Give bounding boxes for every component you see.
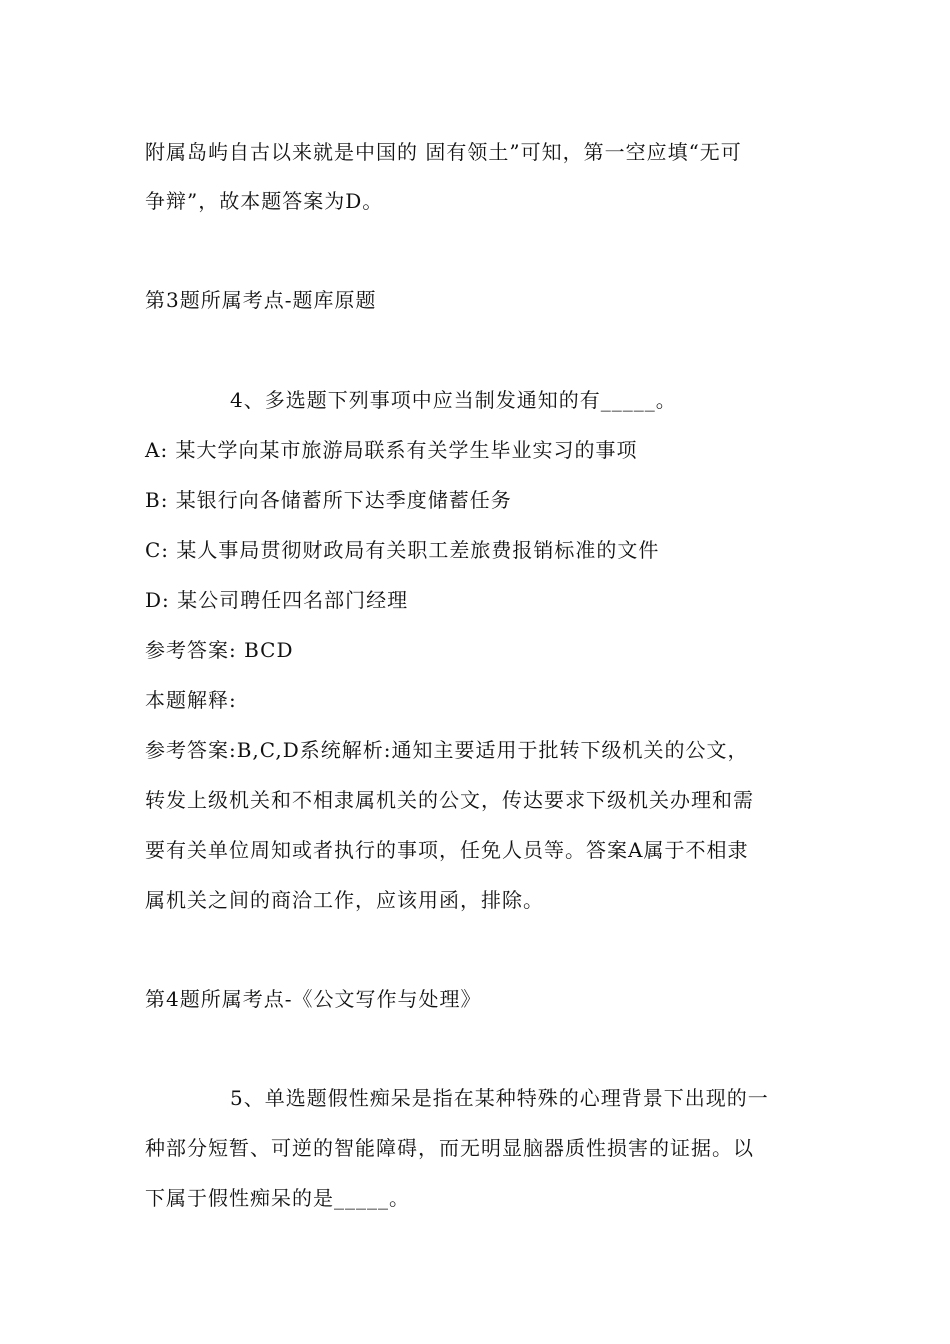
q4-option-a: A: 某大学向某市旅游局联系有关学生毕业实习的事项 <box>145 438 638 462</box>
q5-stem-line-1: 5、单选题假性痴呆是指在某种特殊的心理背景下出现的一 <box>230 1086 769 1110</box>
prev-explanation-line-2: 争辩”，故本题答案为D。 <box>145 189 384 213</box>
q4-topic-heading: 第4题所属考点-《公文写作与处理》 <box>145 987 482 1011</box>
q3-topic-heading: 第3题所属考点-题库原题 <box>145 288 377 312</box>
q4-stem: 4、多选题下列事项中应当制发通知的有_____。 <box>230 388 677 412</box>
q4-explain-label: 本题解释: <box>145 688 237 712</box>
q4-explain-line-3: 要有关单位周知或者执行的事项，任免人员等。答案A属于不相隶 <box>145 838 749 862</box>
q4-explain-line-2: 转发上级机关和不相隶属机关的公文，传达要求下级机关办理和需 <box>145 788 754 812</box>
prev-explanation-line-1: 附属岛屿自古以来就是中国的 固有领土”可知，第一空应填“无可 <box>145 140 742 164</box>
q5-stem-line-3: 下属于假性痴呆的是_____。 <box>145 1186 410 1210</box>
q4-option-c: C: 某人事局贯彻财政局有关职工差旅费报销标准的文件 <box>145 538 660 562</box>
q4-explain-line-4: 属机关之间的商洽工作，应该用函，排除。 <box>145 888 544 912</box>
q4-explain-line-1: 参考答案:B,C,D系统解析:通知主要适用于批转下级机关的公文， <box>145 738 749 762</box>
q4-answer: 参考答案: BCD <box>145 638 294 662</box>
q5-stem-line-2: 种部分短暂、可逆的智能障碍，而无明显脑器质性损害的证据。以 <box>145 1136 754 1160</box>
q4-option-b: B: 某银行向各储蓄所下达季度储蓄任务 <box>145 488 512 512</box>
q4-option-d: D: 某公司聘任四名部门经理 <box>145 588 409 612</box>
